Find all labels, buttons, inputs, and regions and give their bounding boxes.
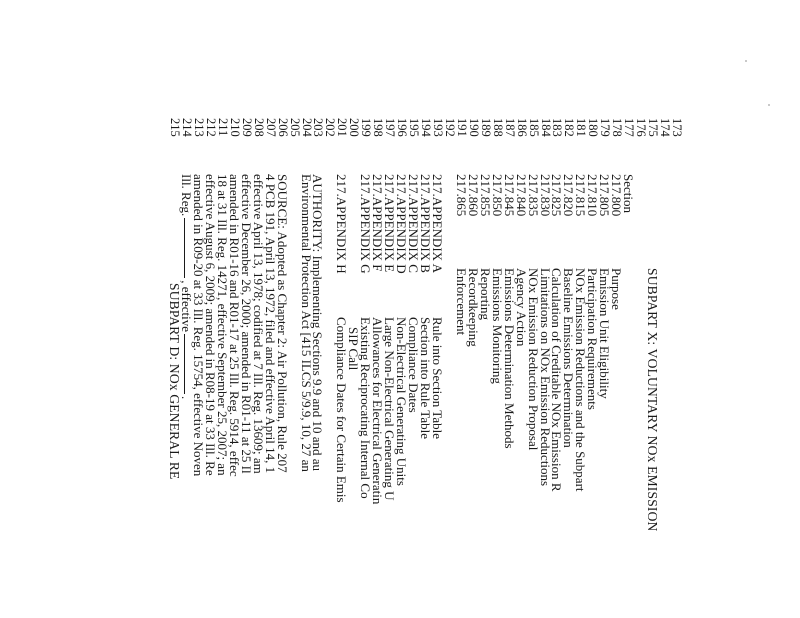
line-number: 200 bbox=[347, 118, 362, 137]
appendix-number: 217.APPENDIX F bbox=[370, 174, 386, 272]
document-line bbox=[671, 0, 683, 618]
line-number: 202 bbox=[323, 118, 338, 137]
document-line bbox=[465, 0, 481, 618]
source-text: amended in R09-20 at 33 Ill. Reg. 15754, effective Noven bbox=[191, 174, 206, 477]
document-line bbox=[310, 0, 326, 618]
section-label: Section bbox=[621, 174, 637, 213]
line-number: 215 bbox=[168, 118, 183, 137]
document-line bbox=[513, 0, 529, 618]
blank-line bbox=[184, 334, 186, 394]
line-number: 192 bbox=[443, 118, 457, 137]
document-line bbox=[408, 0, 420, 618]
line-number: 173 bbox=[670, 118, 684, 137]
line-number: 186 bbox=[514, 118, 529, 137]
document-line bbox=[647, 0, 659, 618]
document-line bbox=[563, 0, 575, 618]
section-number: 217.810 bbox=[585, 174, 601, 217]
line-number: 193 bbox=[431, 118, 445, 137]
document-line bbox=[501, 0, 517, 618]
section-number: 217.835 bbox=[525, 174, 541, 217]
document-line bbox=[635, 0, 647, 618]
source-text: amended in R01-16 and R01-17 at 25 Ill. Reg. 5914, effec bbox=[226, 174, 242, 477]
section-title: Reporting bbox=[477, 268, 493, 320]
appendix-title: Large Non-Electrical Generating U bbox=[382, 317, 398, 501]
line-number: 182 bbox=[562, 118, 577, 137]
document-line bbox=[348, 0, 360, 618]
appendix-title: Compliance Dates bbox=[406, 317, 422, 413]
document-line bbox=[599, 0, 611, 618]
line-number: 205 bbox=[287, 118, 302, 137]
section-number: 217.815 bbox=[573, 174, 589, 217]
appendix-number: 217.APPENDIX D bbox=[394, 174, 410, 274]
source-last-end: . bbox=[179, 395, 194, 400]
line-number: 203 bbox=[311, 118, 326, 137]
line-number: 214 bbox=[180, 118, 194, 137]
line-number: 209 bbox=[239, 118, 254, 137]
section-number: 217.855 bbox=[477, 174, 493, 217]
section-title: Participation Requirements bbox=[585, 268, 601, 410]
line-number: 177 bbox=[622, 118, 637, 137]
section-number: 217.825 bbox=[549, 174, 565, 217]
document-line bbox=[238, 0, 254, 618]
appendix-number: 217.APPENDIX C bbox=[406, 174, 422, 273]
source-text: effective August 6, 2009; amended in R08-19 at 33 Ill. Re bbox=[203, 174, 218, 476]
document-line bbox=[250, 0, 266, 618]
document-line bbox=[477, 0, 493, 618]
section-number: 217.865 bbox=[453, 174, 469, 217]
section-title: Emissions Monitoring bbox=[489, 268, 505, 384]
document-line bbox=[262, 0, 278, 618]
blank-line bbox=[184, 218, 186, 278]
source-text: effective April 13, 1978; codified at 7 Ill. Reg. 13609; am bbox=[250, 174, 266, 474]
appendix-number: 217.APPENDIX A bbox=[430, 174, 445, 273]
section-title: Recordkeeping bbox=[465, 268, 481, 347]
line-number: 212 bbox=[204, 118, 218, 137]
line-number: 185 bbox=[526, 118, 541, 137]
line-number: 196 bbox=[395, 118, 410, 137]
document-line bbox=[575, 0, 587, 618]
source-text: 4 PCB 191, April 13, 1972, filed and effective April 14, 1 bbox=[262, 174, 278, 474]
document-line bbox=[226, 0, 242, 618]
subpart-x-heading: SUBPART X: VOLUNTARY NOx EMISSION bbox=[645, 268, 661, 532]
line-number: 201 bbox=[335, 118, 350, 137]
document-line bbox=[537, 0, 553, 618]
appendix-number: 217.APPENDIX B bbox=[418, 174, 434, 273]
document-line bbox=[623, 0, 635, 618]
document-line bbox=[611, 0, 623, 618]
line-number: 179 bbox=[598, 118, 613, 137]
line-number: 198 bbox=[371, 118, 386, 137]
section-title: Enforcement bbox=[453, 268, 469, 336]
line-number: 187 bbox=[502, 118, 517, 137]
scan-speck bbox=[745, 60, 747, 62]
line-number: 180 bbox=[586, 118, 601, 137]
document-line bbox=[420, 0, 432, 618]
line-number: 174 bbox=[658, 118, 673, 137]
line-number: 175 bbox=[646, 118, 661, 137]
line-number: 190 bbox=[466, 118, 481, 137]
document-line bbox=[289, 0, 301, 618]
source-text: effective December 26, 2000; amended in R01-11 at 25 Il bbox=[238, 174, 254, 474]
appendix-number: 217.APPENDIX G bbox=[358, 174, 374, 274]
line-number: 184 bbox=[538, 118, 553, 137]
section-number: 217.845 bbox=[501, 174, 517, 217]
appendix-title-cont: SIP Call bbox=[346, 327, 362, 371]
authority-text: AUTHORITY: Implementing Sections 9.9 and 10 and au bbox=[310, 174, 326, 472]
document-line bbox=[325, 0, 337, 618]
document-line bbox=[214, 0, 230, 618]
document-line bbox=[205, 0, 217, 618]
section-title: Agency Action bbox=[513, 268, 529, 347]
line-number: 188 bbox=[490, 118, 505, 137]
section-title: Baseline Emissions Determination bbox=[561, 268, 577, 448]
document-line bbox=[372, 0, 384, 618]
document-line bbox=[169, 0, 181, 618]
document-line bbox=[360, 0, 372, 618]
document-line bbox=[298, 0, 314, 618]
document-line bbox=[193, 0, 205, 618]
line-number: 207 bbox=[263, 118, 278, 137]
line-number: 204 bbox=[299, 118, 314, 137]
section-title: Purpose bbox=[609, 268, 625, 310]
appendix-title: Rule into Section Table bbox=[430, 317, 445, 439]
line-number: 210 bbox=[227, 118, 242, 137]
section-title: Emissions Determination Methods bbox=[501, 268, 517, 449]
section-title: Calculation of Creditable NOx Emission R bbox=[549, 268, 565, 492]
source-last-effective: , effective bbox=[179, 280, 194, 332]
document-line bbox=[587, 0, 599, 618]
line-number: 178 bbox=[610, 118, 625, 137]
line-number: 181 bbox=[574, 118, 589, 137]
line-number: 197 bbox=[383, 118, 398, 137]
section-number: 217.820 bbox=[561, 174, 577, 217]
document-line bbox=[659, 0, 671, 618]
section-title: NOx Emission Reductions and the Subpart bbox=[573, 268, 589, 492]
document-line bbox=[336, 0, 348, 618]
line-number: 211 bbox=[215, 118, 230, 137]
section-number: 217.805 bbox=[597, 174, 613, 217]
section-title: Emission Unit Eligibility bbox=[597, 268, 613, 399]
scan-speck bbox=[768, 104, 770, 106]
document-line bbox=[549, 0, 565, 618]
document-line bbox=[444, 0, 456, 618]
appendix-title: Section into Rule Table bbox=[418, 317, 434, 439]
subpart-d-heading: SUBPART D: NOx GENERAL RE bbox=[167, 283, 183, 480]
line-number: 213 bbox=[192, 118, 206, 137]
appendix-number: 217.APPENDIX H bbox=[334, 174, 350, 274]
section-number: 217.860 bbox=[465, 174, 481, 217]
section-title: NOx Emission Reduction Proposal bbox=[525, 268, 541, 451]
section-number: 217.800 bbox=[609, 174, 625, 217]
line-number: 199 bbox=[359, 118, 374, 137]
line-number: 206 bbox=[275, 118, 290, 137]
line-number: 189 bbox=[478, 118, 493, 137]
authority-text: Environmental Protection Act [415 ILCS 5/9.9, 10, 27 an bbox=[298, 174, 314, 472]
document-line bbox=[525, 0, 541, 618]
appendix-title: Compliance Dates for Certain Emis bbox=[334, 317, 350, 503]
line-number: 208 bbox=[251, 118, 266, 137]
appendix-title: Existing Reciprocating Internal Co bbox=[358, 317, 374, 499]
line-number: 191 bbox=[454, 118, 469, 137]
document-line bbox=[432, 0, 444, 618]
document-line bbox=[396, 0, 408, 618]
document-line bbox=[453, 0, 469, 618]
section-number: 217.850 bbox=[489, 174, 505, 217]
line-number: 176 bbox=[634, 118, 649, 137]
document-line bbox=[274, 0, 290, 618]
section-number: 217.840 bbox=[513, 174, 529, 217]
section-number: 217.830 bbox=[537, 174, 553, 217]
line-number: 195 bbox=[407, 118, 422, 137]
appendix-number: 217.APPENDIX E bbox=[382, 174, 398, 273]
source-text: 18 at 31 Ill. Reg. 14271, effective September 25, 2007; an bbox=[214, 174, 230, 476]
source-last-prefix: Ill. Reg. bbox=[179, 174, 194, 217]
line-number: 194 bbox=[419, 118, 434, 137]
appendix-title: Non-Electrical Generating Units bbox=[394, 317, 410, 486]
appendix-title: Allowances for Electrical Generatin bbox=[370, 317, 386, 505]
source-text: SOURCE: Adopted as Chapter 2: Air Pollution, Rule 207 bbox=[274, 174, 290, 473]
document-line bbox=[489, 0, 505, 618]
line-number: 183 bbox=[550, 118, 565, 137]
document-line bbox=[181, 0, 193, 618]
document-line bbox=[384, 0, 396, 618]
section-title: Limitations on NOx Emission Reductions bbox=[537, 268, 553, 487]
